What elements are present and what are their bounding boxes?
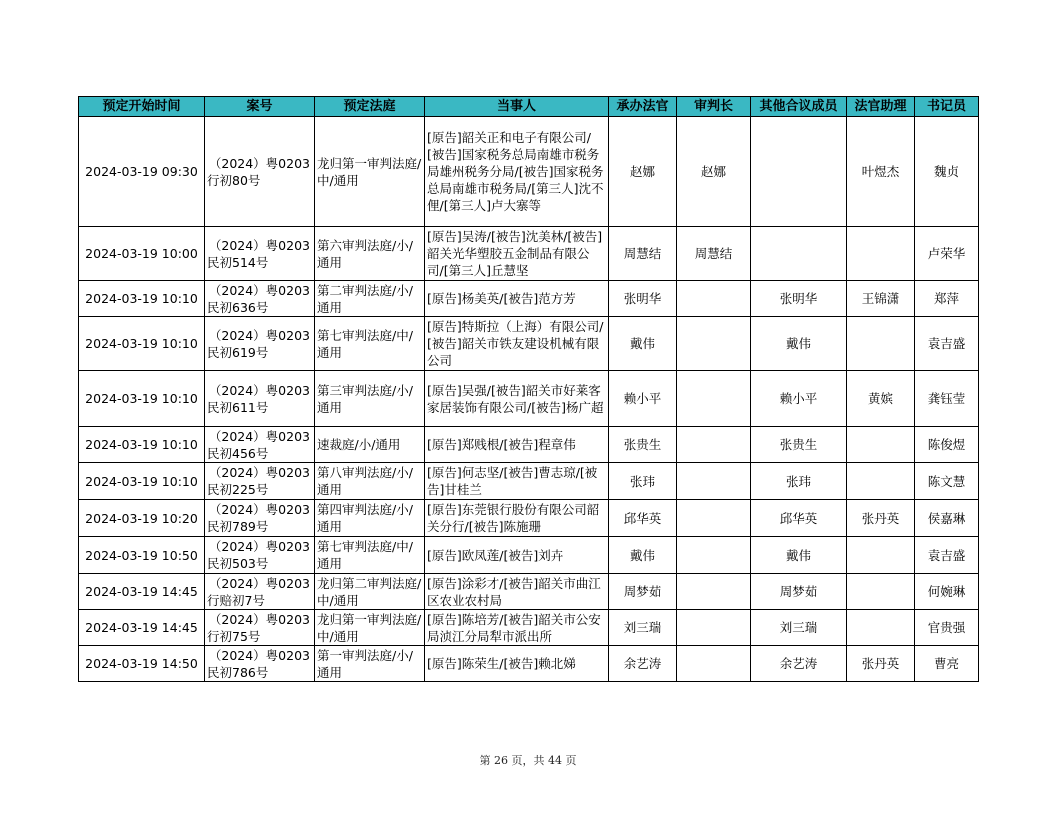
case-number-suffix: 行初75号	[207, 628, 261, 644]
case-number-suffix: 民初611号	[207, 399, 269, 415]
case-number-prefix: （2024）粤0203	[208, 327, 310, 343]
table-row	[79, 610, 979, 646]
cell-parties: [原告]韶关正和电子有限公司/[被告]国家税务总局南雄市税务局雄州税务分局/[被告]国家税务总局南雄市税务局/[第三人]沈不俚/[第三人]卢大寨等	[425, 117, 609, 227]
cell-parties: [原告]吴强/[被告]韶关市好莱客家居装饰有限公司/[被告]杨广超	[425, 371, 609, 427]
cell-assistant: 王锦潇	[847, 281, 915, 317]
cell-parties: [原告]何志坚/[被告]曹志琼/[被告]甘桂兰	[425, 463, 609, 500]
cell-clerk: 魏贞	[915, 117, 979, 227]
cell-court: 第六审判法庭/小/通用	[315, 227, 425, 281]
case-number-prefix: （2024）粤0203	[208, 465, 310, 480]
cell-chief	[677, 317, 751, 371]
cell-case	[205, 500, 315, 537]
table-row	[79, 427, 979, 463]
table-header-row	[79, 97, 979, 117]
cell-case	[205, 574, 315, 610]
header-assistant: 法官助理	[847, 97, 915, 117]
page-footer: 第 26 页，共 44 页	[479, 754, 577, 767]
case-number-suffix: 民初636号	[207, 299, 269, 315]
cell-judge: 赵娜	[609, 117, 677, 227]
cell-chief: 周慧结	[677, 227, 751, 281]
cell-court: 第七审判法庭/中/通用	[315, 537, 425, 574]
case-number-prefix: （2024）粤0203	[208, 575, 310, 591]
cell-case	[205, 537, 315, 574]
table-row	[79, 463, 979, 500]
cell-assistant	[847, 317, 915, 371]
cell-assistant: 张丹英	[847, 646, 915, 682]
cell-chief	[677, 646, 751, 682]
header-case: 案号	[205, 97, 315, 117]
cell-chief	[677, 537, 751, 574]
cell-clerk: 龚钰莹	[915, 371, 979, 427]
cell-chief	[677, 371, 751, 427]
cell-assistant: 叶煜杰	[847, 117, 915, 227]
case-number-suffix: 民初789号	[207, 519, 269, 534]
cell-parties: [原告]杨美英/[被告]范方芳	[425, 281, 609, 317]
cell-clerk: 袁吉盛	[915, 537, 979, 574]
cell-court: 龙归第一审判法庭/中/通用	[315, 610, 425, 646]
table-row	[79, 117, 979, 227]
cell-chief: 赵娜	[677, 117, 751, 227]
cell-time: 2024-03-19 10:10	[79, 317, 205, 371]
table-row	[79, 646, 979, 682]
case-number-prefix: （2024）粤0203	[208, 539, 310, 554]
cell-judge: 邱华英	[609, 500, 677, 537]
case-number-prefix: （2024）粤0203	[208, 155, 310, 171]
cell-court: 第八审判法庭/小/通用	[315, 463, 425, 500]
header-members: 其他合议成员	[751, 97, 847, 117]
cell-court: 速裁庭/小/通用	[315, 427, 425, 463]
header-chief: 审判长	[677, 97, 751, 117]
case-number-prefix: （2024）粤0203	[208, 282, 310, 298]
cell-chief	[677, 281, 751, 317]
cell-court: 第三审判法庭/小/通用	[315, 371, 425, 427]
cell-clerk: 卢荣华	[915, 227, 979, 281]
cell-clerk: 袁吉盛	[915, 317, 979, 371]
cell-assistant	[847, 227, 915, 281]
cell-time: 2024-03-19 10:00	[79, 227, 205, 281]
cell-chief	[677, 500, 751, 537]
hearing-schedule-table	[78, 96, 979, 682]
cell-case	[205, 227, 315, 281]
case-number-suffix: 行赔初7号	[207, 592, 265, 608]
cell-judge: 余艺涛	[609, 646, 677, 682]
cell-parties: [原告]陈培芳/[被告]韶关市公安局浈江分局犁市派出所	[425, 610, 609, 646]
cell-judge: 张玮	[609, 463, 677, 500]
cell-clerk: 何婉琳	[915, 574, 979, 610]
cell-clerk: 陈俊煜	[915, 427, 979, 463]
case-number-suffix: 民初503号	[207, 556, 269, 571]
table-row	[79, 281, 979, 317]
cell-assistant	[847, 463, 915, 500]
case-number-suffix: 民初225号	[207, 482, 269, 497]
case-number-prefix: （2024）粤0203	[208, 647, 310, 663]
cell-judge: 周梦茹	[609, 574, 677, 610]
cell-parties: [原告]欧凤莲/[被告]刘卉	[425, 537, 609, 574]
cell-time: 2024-03-19 09:30	[79, 117, 205, 227]
cell-case	[205, 117, 315, 227]
case-number-suffix: 民初514号	[207, 254, 269, 270]
cell-members: 赖小平	[751, 371, 847, 427]
case-number-suffix: 行初80号	[207, 172, 261, 188]
cell-assistant	[847, 610, 915, 646]
header-judge: 承办法官	[609, 97, 677, 117]
cell-time: 2024-03-19 10:10	[79, 281, 205, 317]
cell-clerk: 官贵强	[915, 610, 979, 646]
cell-court: 龙归第一审判法庭/中/通用	[315, 117, 425, 227]
cell-clerk: 郑萍	[915, 281, 979, 317]
cell-members	[751, 117, 847, 227]
table-row	[79, 371, 979, 427]
cell-court: 第二审判法庭/小/通用	[315, 281, 425, 317]
cell-time: 2024-03-19 10:10	[79, 427, 205, 463]
case-number-prefix: （2024）粤0203	[208, 502, 310, 517]
cell-parties: [原告]特斯拉（上海）有限公司/[被告]韶关市铁友建设机械有限公司	[425, 317, 609, 371]
cell-members	[751, 227, 847, 281]
cell-court: 第四审判法庭/小/通用	[315, 500, 425, 537]
cell-assistant	[847, 537, 915, 574]
cell-chief	[677, 574, 751, 610]
cell-time: 2024-03-19 14:45	[79, 610, 205, 646]
cell-assistant	[847, 427, 915, 463]
cell-members: 余艺涛	[751, 646, 847, 682]
cell-time: 2024-03-19 10:50	[79, 537, 205, 574]
cell-chief	[677, 463, 751, 500]
cell-chief	[677, 427, 751, 463]
cell-clerk: 曹亮	[915, 646, 979, 682]
cell-judge: 张贵生	[609, 427, 677, 463]
cell-parties: [原告]东莞银行股份有限公司韶关分行/[被告]陈施珊	[425, 500, 609, 537]
case-number-suffix: 民初619号	[207, 344, 269, 360]
case-number-prefix: （2024）粤0203	[208, 382, 310, 398]
table-row	[79, 537, 979, 574]
cell-clerk: 陈文慧	[915, 463, 979, 500]
cell-members: 邱华英	[751, 500, 847, 537]
cell-time: 2024-03-19 10:10	[79, 371, 205, 427]
case-number-prefix: （2024）粤0203	[208, 237, 310, 253]
cell-parties: [原告]郑贱根/[被告]程章伟	[425, 427, 609, 463]
case-number-prefix: （2024）粤0203	[208, 428, 310, 444]
header-time: 预定开始时间	[79, 97, 205, 117]
table-row	[79, 227, 979, 281]
case-number-suffix: 民初786号	[207, 664, 269, 680]
cell-case	[205, 610, 315, 646]
cell-members: 刘三瑞	[751, 610, 847, 646]
cell-court: 第一审判法庭/小/通用	[315, 646, 425, 682]
cell-case	[205, 646, 315, 682]
cell-chief	[677, 610, 751, 646]
cell-judge: 戴伟	[609, 317, 677, 371]
cell-assistant	[847, 574, 915, 610]
case-number-prefix: （2024）粤0203	[208, 611, 310, 627]
cell-members: 张明华	[751, 281, 847, 317]
header-parties: 当事人	[425, 97, 609, 117]
cell-parties: [原告]涂彩才/[被告]韶关市曲江区农业农村局	[425, 574, 609, 610]
header-court: 预定法庭	[315, 97, 425, 117]
cell-parties: [原告]陈荣生/[被告]赖北娣	[425, 646, 609, 682]
cell-judge: 戴伟	[609, 537, 677, 574]
cell-court: 龙归第二审判法庭/中/通用	[315, 574, 425, 610]
cell-judge: 张明华	[609, 281, 677, 317]
cell-time: 2024-03-19 14:45	[79, 574, 205, 610]
table-row	[79, 500, 979, 537]
cell-members: 戴伟	[751, 317, 847, 371]
table-row	[79, 574, 979, 610]
table-row	[79, 317, 979, 371]
cell-judge: 刘三瑞	[609, 610, 677, 646]
cell-judge: 赖小平	[609, 371, 677, 427]
cell-judge: 周慧结	[609, 227, 677, 281]
cell-case	[205, 371, 315, 427]
case-number-suffix: 民初456号	[207, 445, 269, 461]
cell-time: 2024-03-19 10:10	[79, 463, 205, 500]
cell-case	[205, 281, 315, 317]
cell-assistant: 黄嫔	[847, 371, 915, 427]
cell-members: 周梦茹	[751, 574, 847, 610]
cell-time: 2024-03-19 10:20	[79, 500, 205, 537]
cell-parties: [原告]吴涛/[被告]沈美林/[被告]韶关光华塑胶五金制品有限公司/[第三人]丘慧坚	[425, 227, 609, 281]
cell-time: 2024-03-19 14:50	[79, 646, 205, 682]
cell-members: 张贵生	[751, 427, 847, 463]
cell-members: 戴伟	[751, 537, 847, 574]
cell-case	[205, 427, 315, 463]
cell-court: 第七审判法庭/中/通用	[315, 317, 425, 371]
cell-assistant: 张丹英	[847, 500, 915, 537]
header-clerk: 书记员	[915, 97, 979, 117]
cell-members: 张玮	[751, 463, 847, 500]
cell-clerk: 侯嘉琳	[915, 500, 979, 537]
cell-case	[205, 317, 315, 371]
cell-case	[205, 463, 315, 500]
